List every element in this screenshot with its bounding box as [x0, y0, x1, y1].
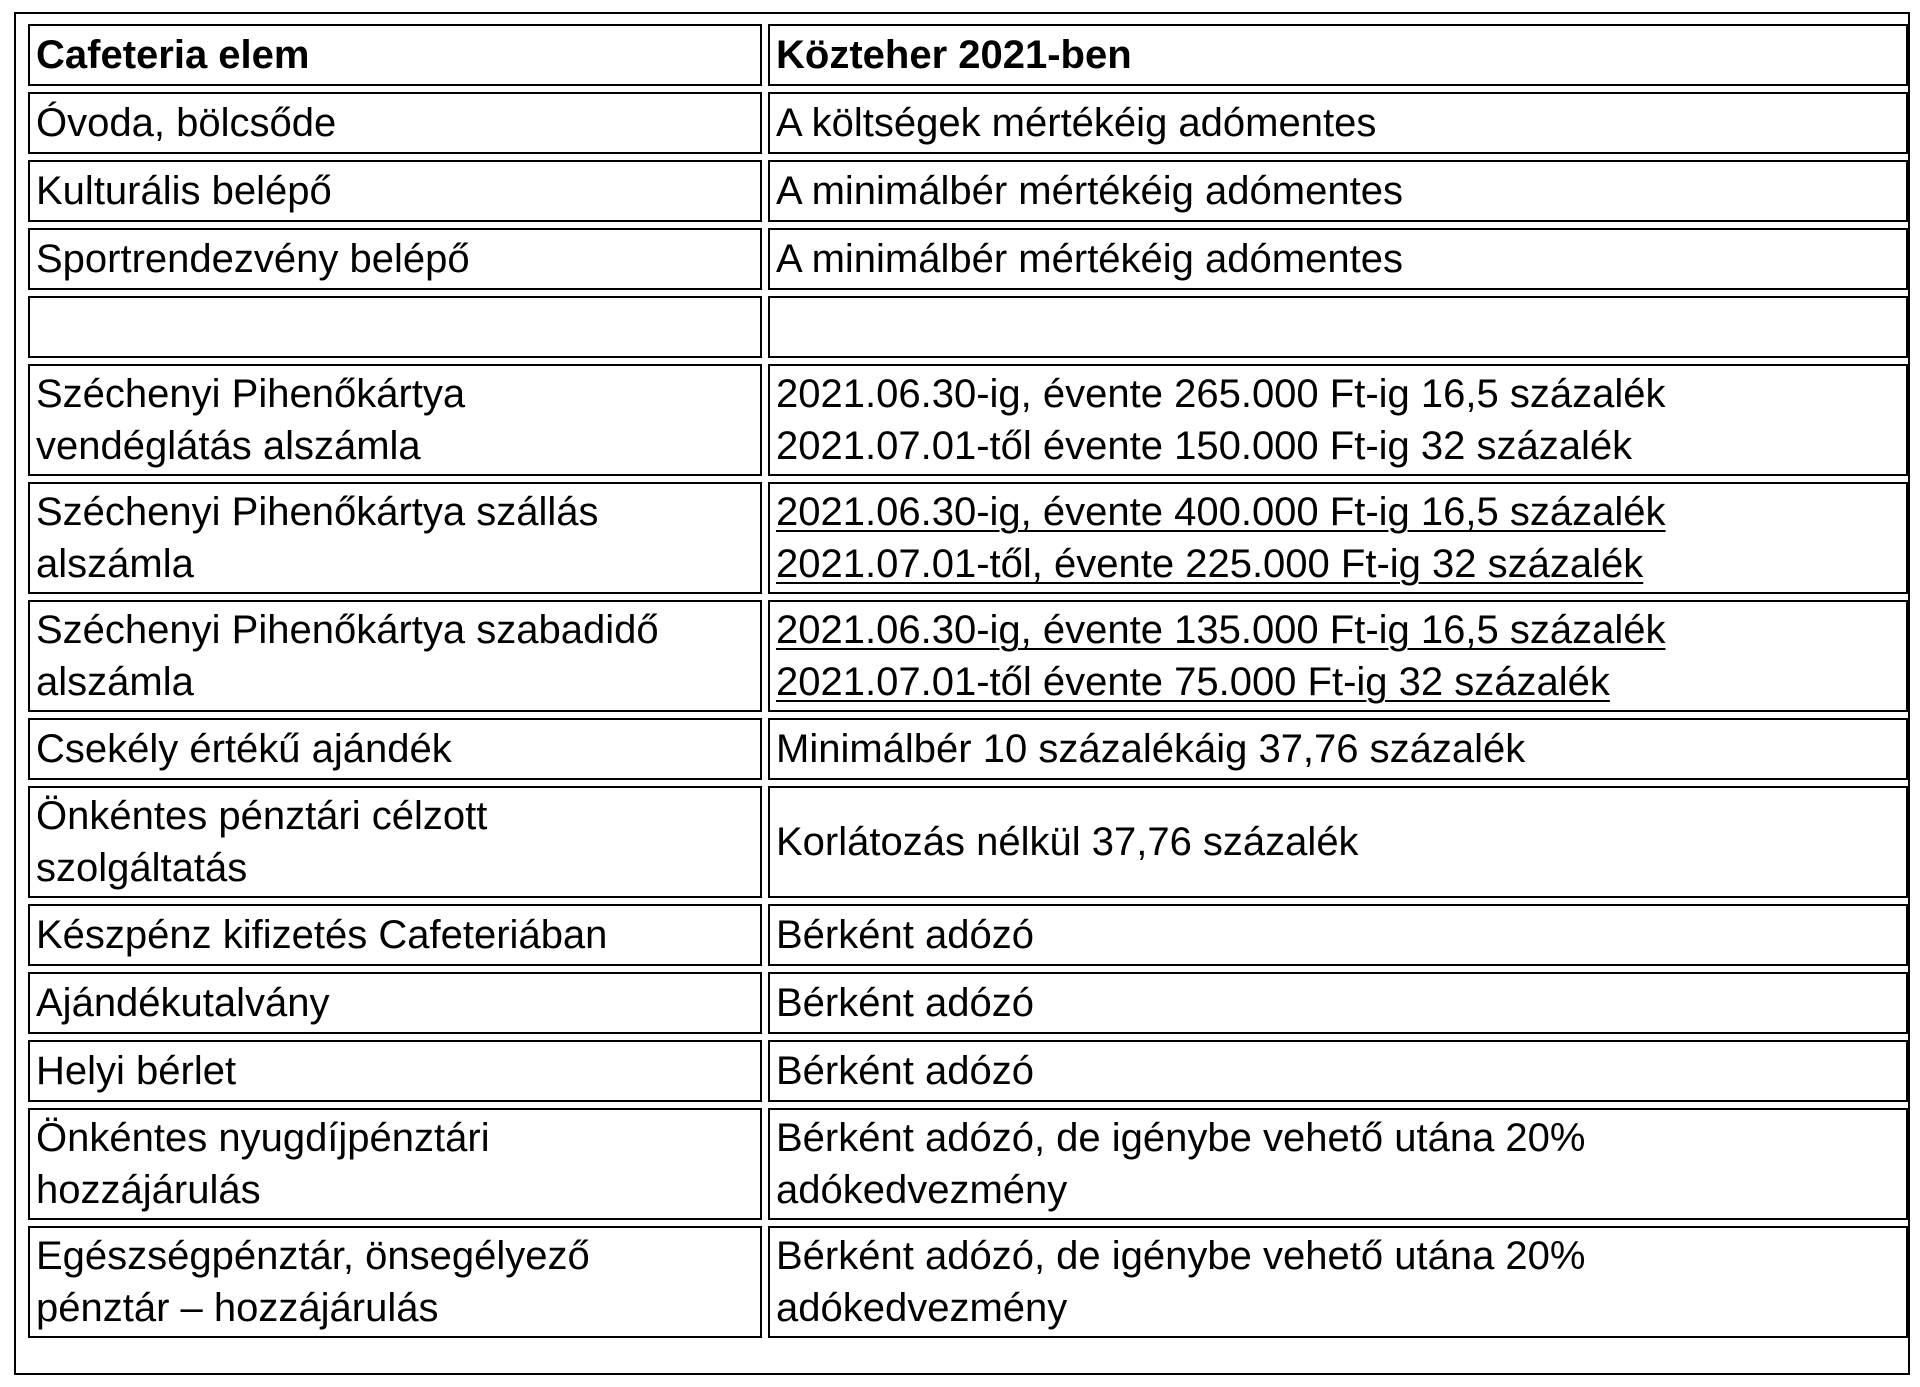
table-row	[28, 1226, 1908, 1338]
table-row-empty	[28, 296, 1908, 358]
item-line: alszámla	[36, 660, 194, 704]
table-header-row	[28, 24, 1908, 86]
table-row	[28, 364, 1908, 476]
tax-cell	[768, 160, 1908, 222]
tax-line: Bérként adózó	[776, 913, 1034, 957]
cafeteria-table-frame	[14, 12, 1910, 1375]
item-cell	[28, 160, 762, 222]
table-row	[28, 482, 1908, 594]
item-cell	[28, 364, 762, 476]
tax-line: A minimálbér mértékéig adómentes	[776, 169, 1403, 213]
tax-line: Bérként adózó	[776, 1049, 1034, 1093]
tax-line: 2021.06.30-ig, évente 265.000 Ft-ig 16,5 százalék	[776, 372, 1666, 416]
tax-line: 2021.06.30-ig, évente 400.000 Ft-ig 16,5 százalék	[776, 490, 1666, 534]
table-row	[28, 904, 1908, 966]
item-cell	[28, 482, 762, 594]
item-cell	[28, 296, 762, 358]
table-row	[28, 718, 1908, 780]
item-line: Széchenyi Pihenőkártya szállás	[36, 490, 599, 534]
tax-cell	[768, 1108, 1908, 1220]
table-row	[28, 786, 1908, 898]
tax-cell	[768, 364, 1908, 476]
tax-cell	[768, 1226, 1908, 1338]
table-row	[28, 1040, 1908, 1102]
item-line: Önkéntes pénztári célzott	[36, 794, 488, 838]
item-cell	[28, 904, 762, 966]
table-row	[28, 972, 1908, 1034]
tax-line: A minimálbér mértékéig adómentes	[776, 237, 1403, 281]
item-line: Csekély értékű ajándék	[36, 727, 452, 771]
tax-cell	[768, 972, 1908, 1034]
item-line: Ajándékutalvány	[36, 981, 330, 1025]
table-row	[28, 160, 1908, 222]
item-cell	[28, 972, 762, 1034]
tax-line: Bérként adózó	[776, 981, 1034, 1025]
item-line: pénztár – hozzájárulás	[36, 1286, 439, 1330]
item-line: Széchenyi Pihenőkártya szabadidő	[36, 608, 659, 652]
item-cell	[28, 600, 762, 712]
item-line: Sportrendezvény belépő	[36, 237, 470, 281]
tax-line: 2021.07.01-től évente 150.000 Ft-ig 32 százalék	[776, 424, 1633, 468]
item-line: Önkéntes nyugdíjpénztári	[36, 1116, 490, 1160]
item-line: Óvoda, bölcsőde	[36, 101, 337, 145]
item-line: alszámla	[36, 542, 194, 586]
item-line: Széchenyi Pihenőkártya	[36, 372, 466, 416]
item-line: vendéglátás alszámla	[36, 424, 421, 468]
item-cell	[28, 1108, 762, 1220]
table-row	[28, 1108, 1908, 1220]
tax-line: A költségek mértékéig adómentes	[776, 101, 1377, 145]
tax-line: Korlátozás nélkül 37,76 százalék	[776, 820, 1359, 864]
tax-line: 2021.07.01-től évente 75.000 Ft-ig 32 százalék	[776, 660, 1610, 704]
item-cell	[28, 1040, 762, 1102]
tax-cell	[768, 786, 1908, 898]
cafeteria-tax-table	[22, 18, 1914, 1344]
header-cafeteria-item: Cafeteria elem	[28, 24, 762, 86]
item-line: szolgáltatás	[36, 846, 248, 890]
item-cell	[28, 718, 762, 780]
item-line: Készpénz kifizetés Cafeteriában	[36, 913, 608, 957]
tax-line: Bérként adózó, de igénybe vehető utána 20%	[776, 1234, 1586, 1278]
item-line: Helyi bérlet	[36, 1049, 237, 1093]
item-cell	[28, 92, 762, 154]
tax-cell	[768, 482, 1908, 594]
header-tax-2021: Közteher 2021-ben	[768, 24, 1908, 86]
item-cell	[28, 786, 762, 898]
tax-line: 2021.07.01-től, évente 225.000 Ft-ig 32 százalék	[776, 542, 1644, 586]
table-row	[28, 228, 1908, 290]
item-line: Egészségpénztár, önsegélyező	[36, 1234, 590, 1278]
tax-line: 2021.06.30-ig, évente 135.000 Ft-ig 16,5 százalék	[776, 608, 1666, 652]
tax-line: adókedvezmény	[776, 1286, 1068, 1330]
tax-line: adókedvezmény	[776, 1168, 1068, 1212]
item-cell	[28, 228, 762, 290]
tax-cell	[768, 228, 1908, 290]
tax-cell	[768, 718, 1908, 780]
tax-cell	[768, 92, 1908, 154]
item-line: hozzájárulás	[36, 1168, 261, 1212]
tax-cell	[768, 904, 1908, 966]
tax-line: Bérként adózó, de igénybe vehető utána 20%	[776, 1116, 1586, 1160]
table-row	[28, 92, 1908, 154]
tax-cell	[768, 296, 1908, 358]
item-line: Kulturális belépő	[36, 169, 332, 213]
item-cell	[28, 1226, 762, 1338]
tax-line: Minimálbér 10 százalékáig 37,76 százalék	[776, 727, 1526, 771]
tax-cell	[768, 1040, 1908, 1102]
tax-cell	[768, 600, 1908, 712]
table-row	[28, 600, 1908, 712]
